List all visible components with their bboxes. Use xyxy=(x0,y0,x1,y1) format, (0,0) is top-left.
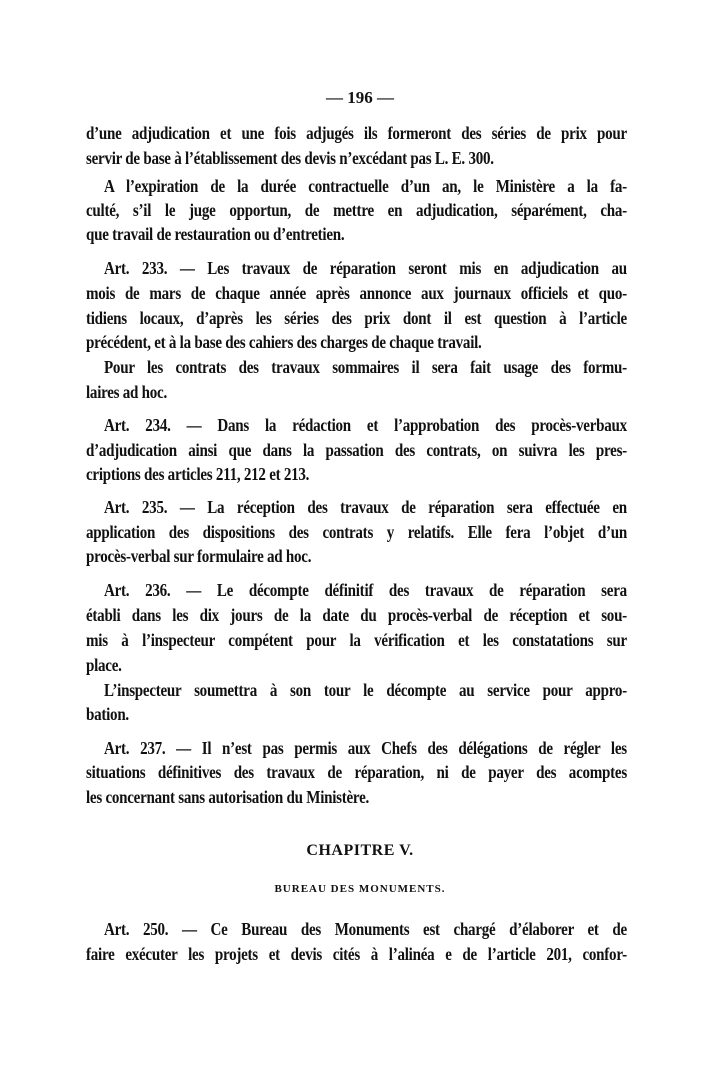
text-line: servir de base à l’établissement des devis n’excédant pas L. E. 300. xyxy=(86,148,494,168)
article-235-heading: Art. 235. — La réception des travaux de réparation sera effectuée en xyxy=(104,497,627,517)
text-line: A l’expiration de la durée contractuelle d’un an, le Ministère a la fa- xyxy=(104,176,627,196)
chapter-title: CHAPITRE V. xyxy=(306,842,414,859)
text-line: précédent, et à la base des cahiers des charges de chaque travail. xyxy=(86,332,482,352)
article-237-heading: Art. 237. — Il n’est pas permis aux Chefs des délégations de régler les xyxy=(104,738,627,758)
text-line: culté, s’il le juge opportun, de mettre en adjudication, séparément, cha- xyxy=(86,200,627,220)
article-236-heading: Art. 236. — Le décompte définitif des travaux de réparation sera xyxy=(104,580,627,600)
text-line: Pour les contrats des travaux sommaires il sera fait usage des formu- xyxy=(104,357,627,377)
text-line: d’adjudication ainsi que dans la passation des contrats, on suivra les pres- xyxy=(86,440,627,460)
text-line: tidiens locaux, d’après les séries des prix dont il est question à l’article xyxy=(86,308,627,328)
page-number: — 196 — xyxy=(326,88,394,107)
text-line: criptions des articles 211, 212 et 213. xyxy=(86,464,310,484)
text-line: place. xyxy=(86,655,122,675)
article-250-heading: Art. 250. — Ce Bureau des Monuments est chargé d’élaborer et de xyxy=(104,919,627,939)
text-line: procès-verbal sur formulaire ad hoc. xyxy=(86,546,312,566)
text-line: que travail de restauration ou d’entretien. xyxy=(86,224,345,244)
text-line: mis à l’inspecteur compétent pour la vérification et les constatations sur xyxy=(86,630,627,650)
text-line: bation. xyxy=(86,704,129,724)
article-234-heading: Art. 234. — Dans la rédaction et l’approbation des procès-verbaux xyxy=(104,415,627,435)
text-line: faire exécuter les projets et devis cités à l’alinéa e de l’article 201, confor- xyxy=(86,944,627,964)
article-233-heading: Art. 233. — Les travaux de réparation seront mis en adjudication au xyxy=(104,258,627,278)
text-line: situations définitives des travaux de réparation, ni de payer des acomptes xyxy=(86,762,627,782)
text-line: d’une adjudication et une fois adjugés ils formeront des séries de prix pour xyxy=(86,123,627,143)
text-line: application des dispositions des contrats y relatifs. Elle fera l’objet d’un xyxy=(86,522,627,542)
text-line: L’inspecteur soumettra à son tour le décompte au service pour appro- xyxy=(104,680,627,700)
text-line: les concernant sans autorisation du Ministère. xyxy=(86,787,370,807)
text-line: établi dans les dix jours de la date du procès-verbal de réception et sou- xyxy=(86,605,627,625)
text-line: laires ad hoc. xyxy=(86,382,167,402)
section-title: BUREAU DES MONUMENTS. xyxy=(274,883,446,895)
text-line: mois de mars de chaque année après annonce aux journaux officiels et quo- xyxy=(86,283,627,303)
